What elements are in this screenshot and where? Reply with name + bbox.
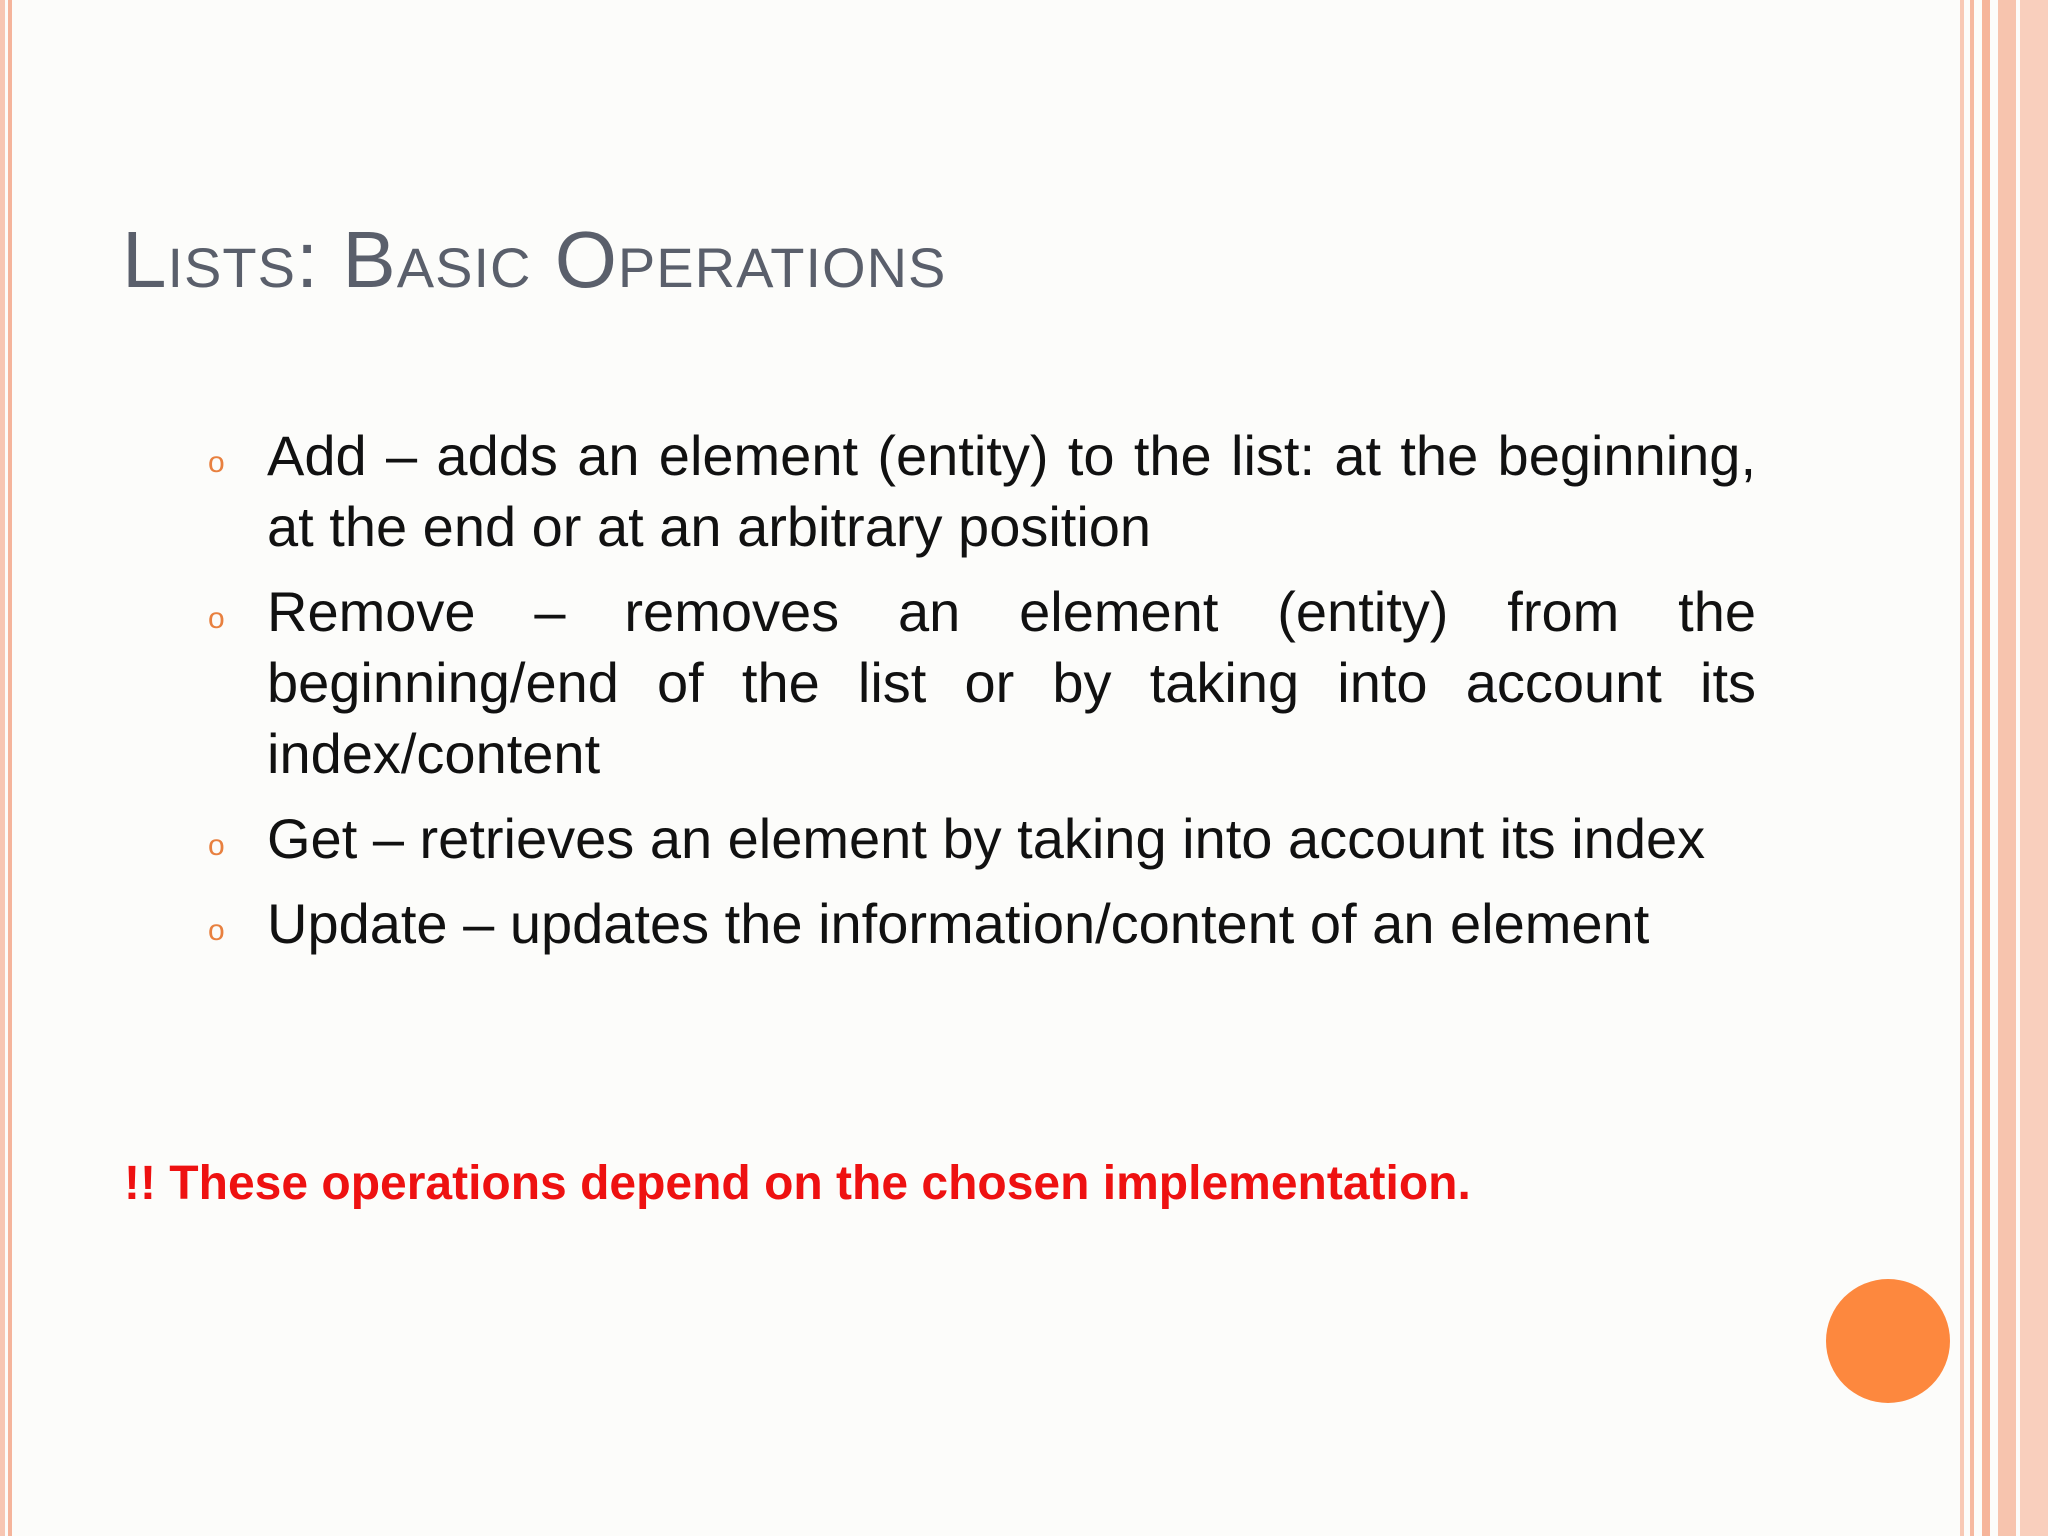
left-border-stripe [0, 0, 5, 1536]
bullet-item-update [200, 888, 1756, 959]
hollow-circle-bullet-icon: o [208, 446, 225, 479]
right-border-stripe-4 [1998, 0, 2016, 1536]
hollow-circle-bullet-icon: o [208, 914, 225, 947]
bullet-text: Remove – removes an element (entity) from the beginning/end of the list or by taking into account its index/content [267, 580, 1756, 785]
bullet-item-get [200, 803, 1756, 874]
hollow-circle-bullet-icon: o [208, 602, 225, 635]
right-border-stripe-3 [1982, 0, 1990, 1536]
hollow-circle-bullet-icon: o [208, 829, 225, 862]
bullet-item-add [200, 420, 1756, 562]
bullet-text: Update – updates the information/content of an element [267, 892, 1650, 955]
implementation-note: !! These operations depend on the chosen implementation. [124, 1157, 1471, 1210]
right-border-stripe-1 [1960, 0, 1964, 1536]
right-border-stripe-2 [1970, 0, 1974, 1536]
left-border-stripe-inner [8, 0, 12, 1536]
slide-title: Lists: Basic Operations [122, 215, 947, 304]
orange-circle-decoration [1826, 1279, 1950, 1403]
bullet-text: Add – adds an element (entity) to the list: at the beginning, at the end or at an arbitrary position [267, 424, 1756, 558]
bullet-list [200, 420, 1756, 973]
bullet-text: Get – retrieves an element by taking into account its index [267, 807, 1706, 870]
bullet-item-remove [200, 576, 1756, 789]
right-border-stripe-5 [2020, 0, 2048, 1536]
